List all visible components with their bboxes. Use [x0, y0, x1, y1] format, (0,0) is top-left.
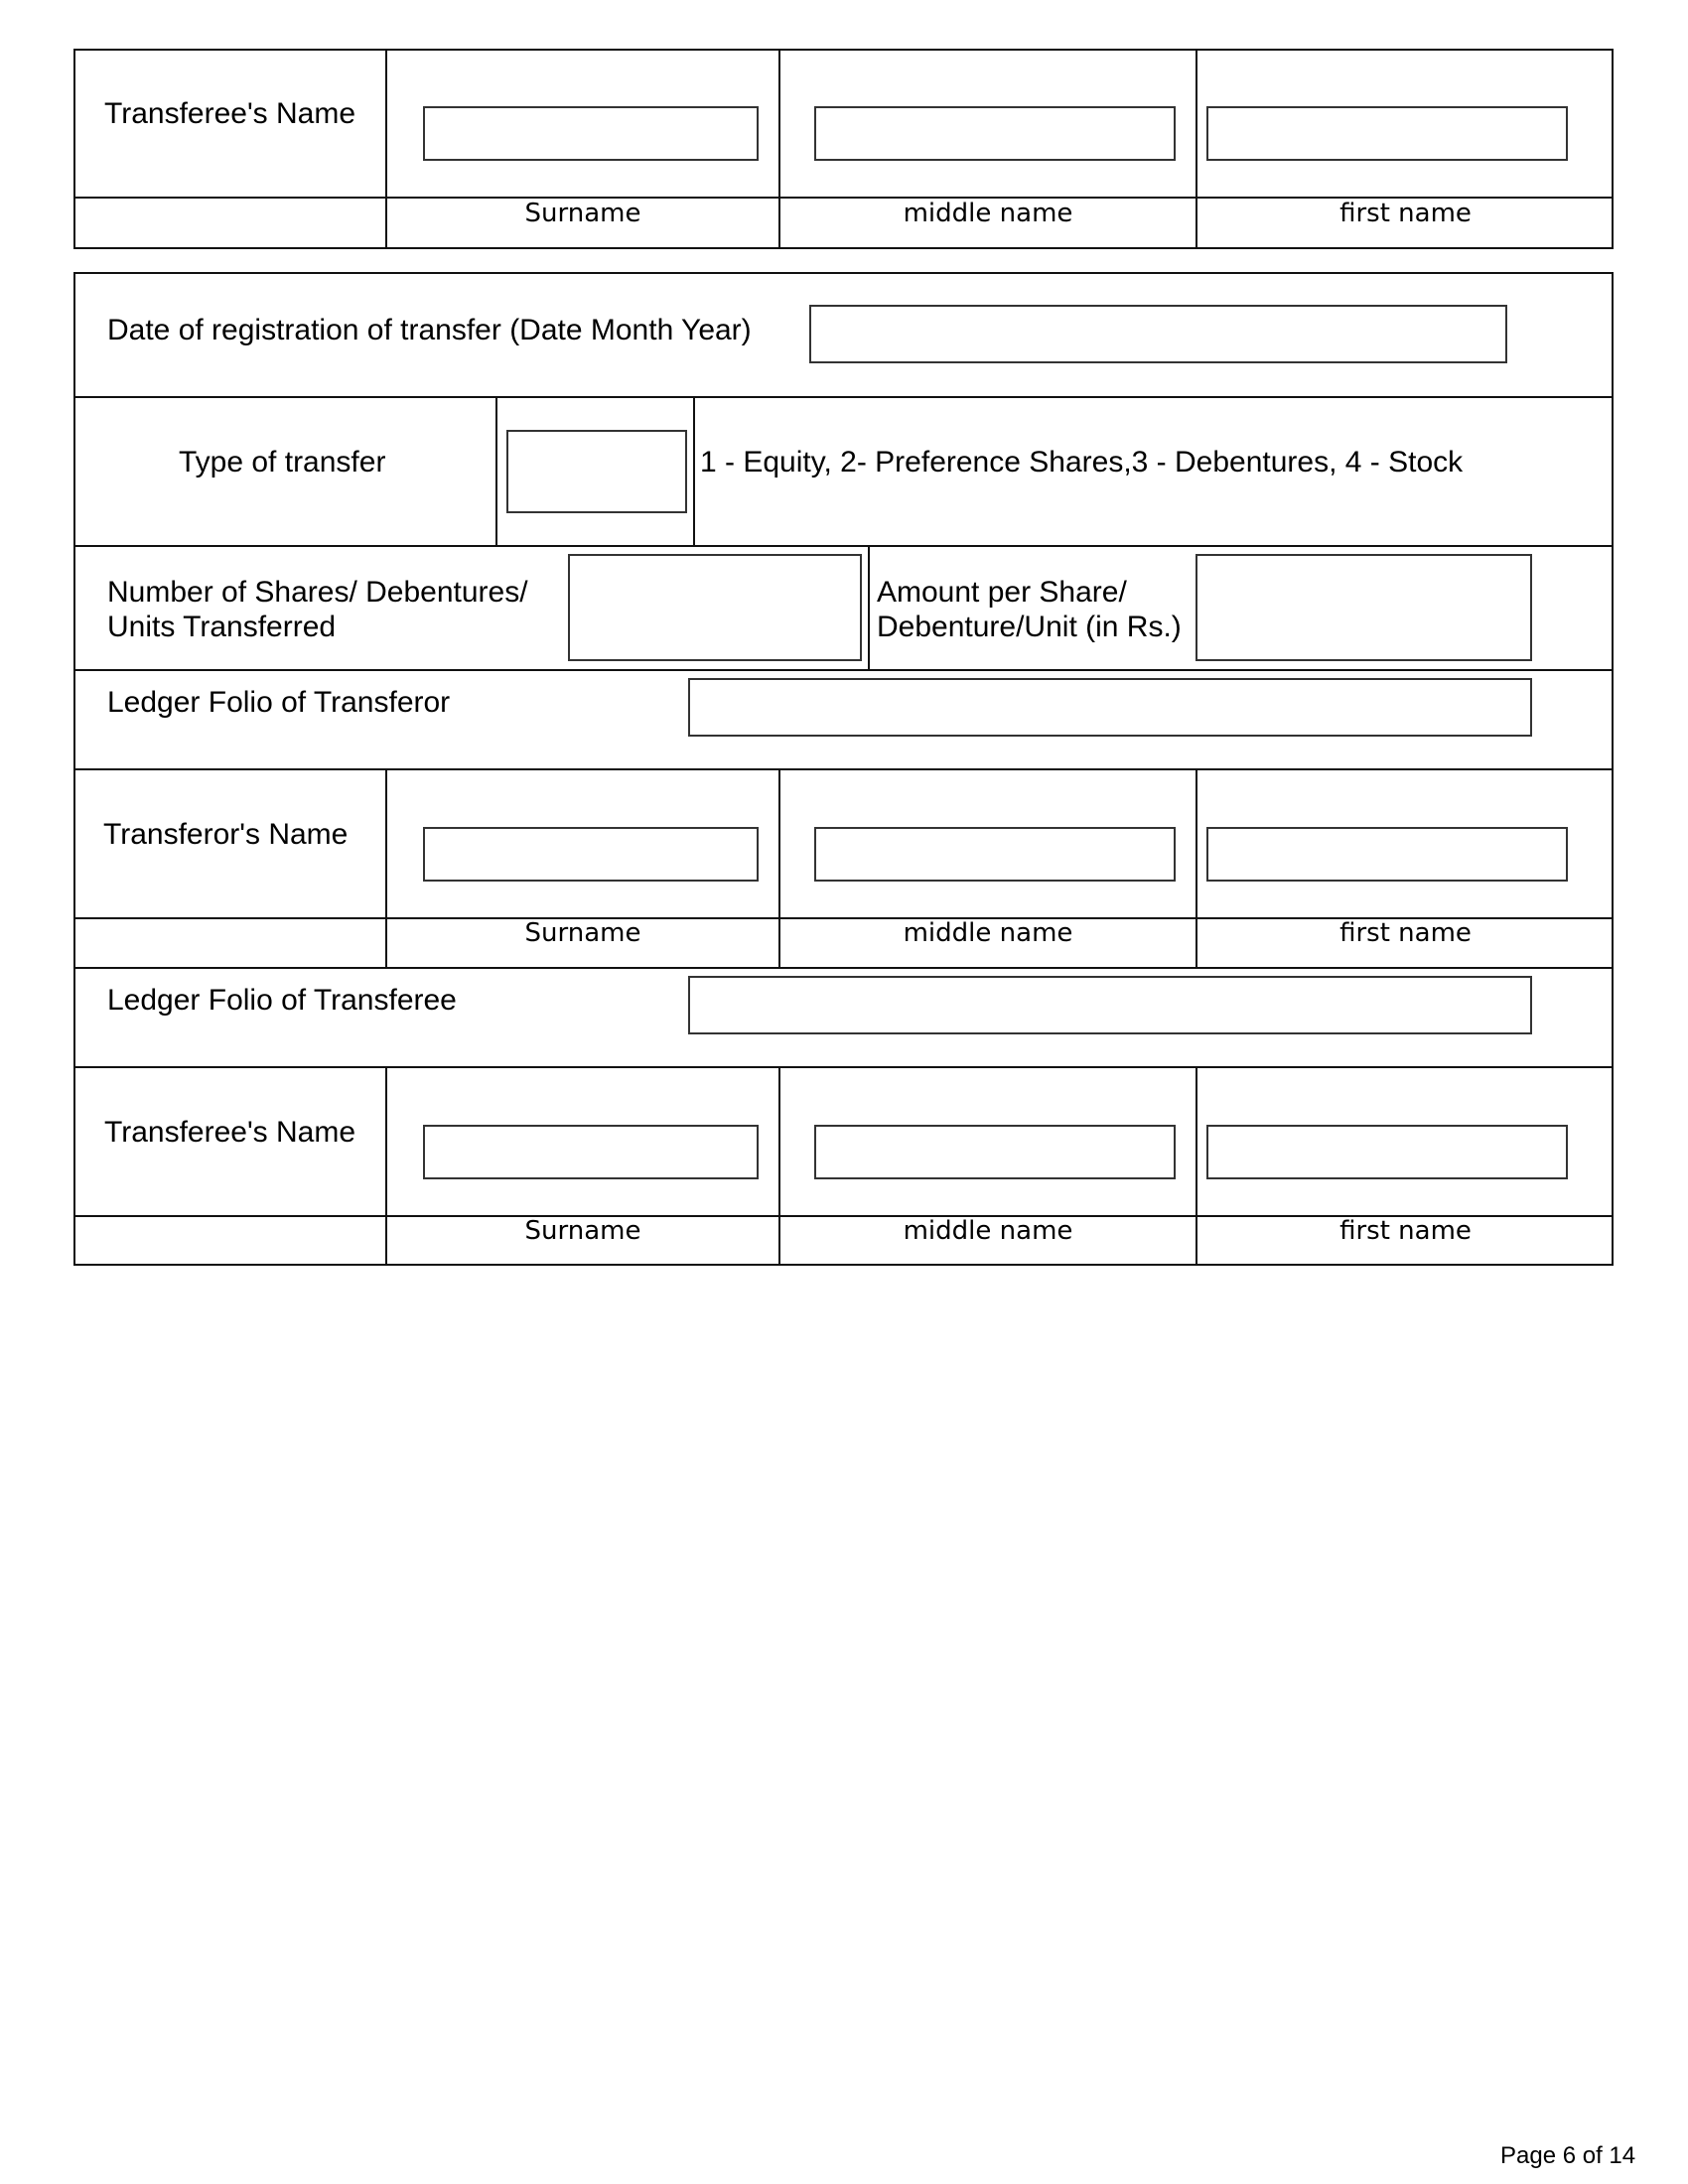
middle-name-caption: middle name	[903, 199, 1073, 228]
table-divider	[868, 545, 870, 670]
transferor-first-name-input[interactable]	[1206, 827, 1568, 882]
number-transferred-label-line1: Number of Shares/ Debentures/	[107, 576, 528, 609]
ledger-folio-transferor-label: Ledger Folio of Transferor	[107, 686, 451, 719]
amount-per-share-label-line2: Debenture/Unit (in Rs.)	[877, 611, 1182, 643]
table-divider	[73, 396, 1614, 398]
transferor-surname-caption: Surname	[524, 918, 641, 948]
transferee-first-name-input-bottom[interactable]	[1206, 1125, 1568, 1179]
date-of-registration-input[interactable]	[809, 305, 1507, 363]
transferor-surname-input[interactable]	[423, 827, 759, 882]
transferor-name-label: Transferor's Name	[103, 818, 349, 851]
transferor-first-name-caption: first name	[1339, 918, 1472, 948]
date-of-registration-label: Date of registration of transfer (Date Month Year)	[107, 314, 752, 346]
ledger-folio-transferor-input[interactable]	[688, 678, 1532, 737]
transferee-name-label: Transferee's Name	[104, 97, 356, 130]
transferee-first-name-caption-bottom: first name	[1339, 1216, 1472, 1246]
first-name-caption: first name	[1339, 199, 1472, 228]
ledger-folio-transferee-label: Ledger Folio of Transferee	[107, 984, 457, 1017]
transferor-middle-name-input[interactable]	[814, 827, 1176, 882]
table-divider	[495, 396, 497, 546]
number-transferred-input[interactable]	[568, 554, 862, 661]
transferee-surname-input[interactable]	[423, 106, 759, 161]
transferee-surname-input-bottom[interactable]	[423, 1125, 759, 1179]
transferee-middle-name-input[interactable]	[814, 106, 1176, 161]
transferee-middle-name-caption-bottom: middle name	[903, 1216, 1073, 1246]
amount-per-share-input[interactable]	[1196, 554, 1532, 661]
type-of-transfer-label: Type of transfer	[179, 446, 386, 478]
table-divider	[73, 768, 1614, 770]
table-divider	[73, 545, 1614, 547]
surname-caption: Surname	[524, 199, 641, 228]
number-transferred-label-line2: Units Transferred	[107, 611, 337, 643]
transferee-name-label: Transferee's Name	[104, 1116, 356, 1149]
table-divider	[73, 669, 1614, 671]
type-of-transfer-options: 1 - Equity, 2- Preference Shares,3 - Debentures, 4 - Stock	[700, 446, 1464, 478]
table-divider	[73, 967, 1614, 969]
type-of-transfer-input[interactable]	[506, 430, 687, 513]
transferee-surname-caption-bottom: Surname	[524, 1216, 641, 1246]
transferee-middle-name-input-bottom[interactable]	[814, 1125, 1176, 1179]
transferor-middle-name-caption: middle name	[903, 918, 1073, 948]
table-divider	[73, 1066, 1614, 1068]
transferee-first-name-input[interactable]	[1206, 106, 1568, 161]
table-divider	[693, 396, 695, 546]
page-number: Page 6 of 14	[1500, 2142, 1636, 2169]
amount-per-share-label-line1: Amount per Share/	[877, 576, 1127, 609]
ledger-folio-transferee-input[interactable]	[688, 976, 1532, 1034]
